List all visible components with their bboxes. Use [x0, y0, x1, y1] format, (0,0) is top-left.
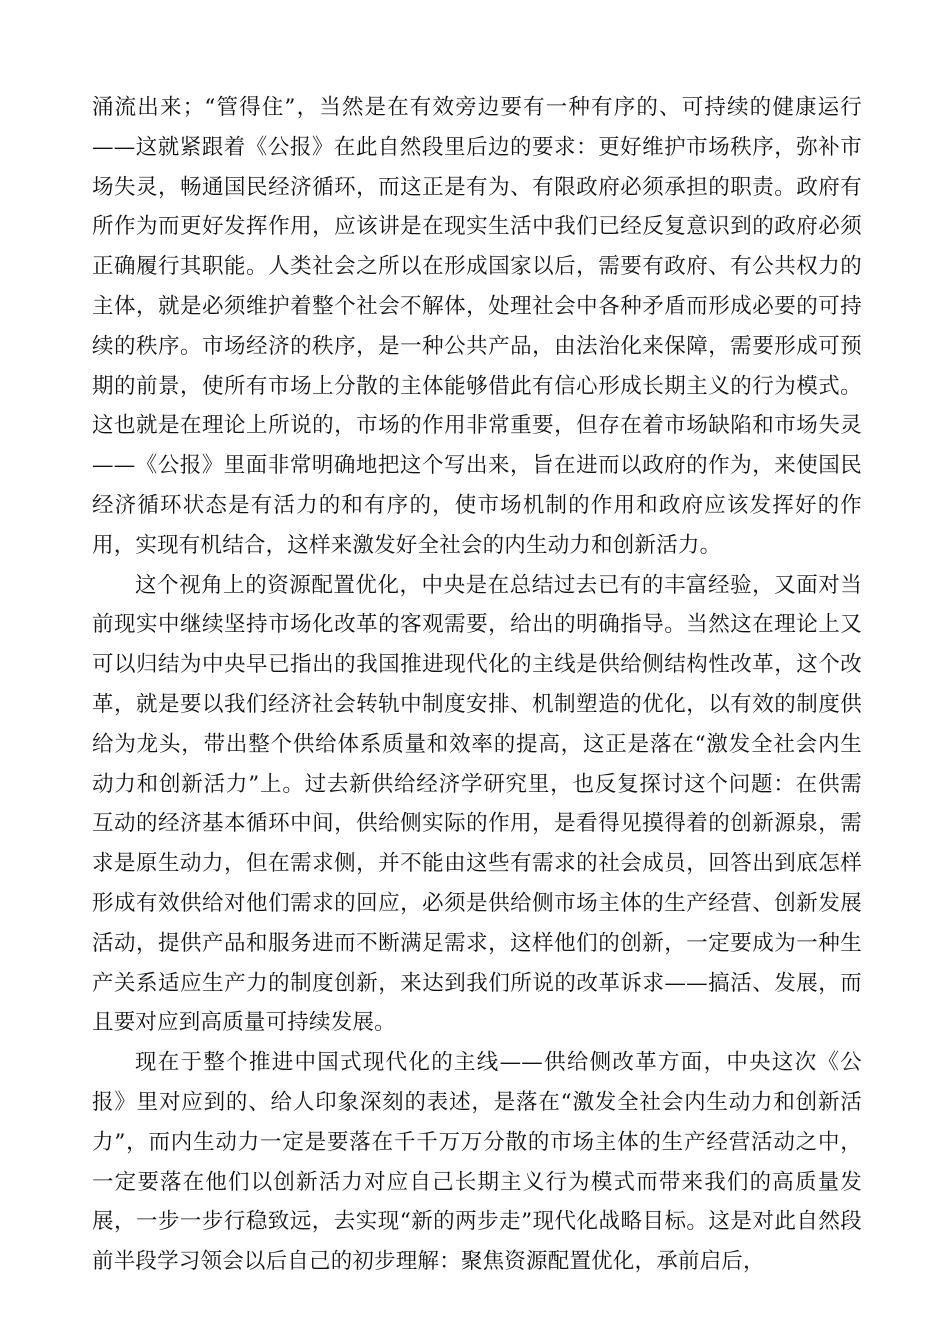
paragraph-1: 涌流出来；“管得住”，当然是在有效旁边要有一种有序的、可持续的健康运行——这就紧跟着《公报》在此自然段里后边的要求：更好维护市场秩序，弥补市场失灵，畅通国民经济循环，而这正是有为、有限政府必须承担的职责。政府有所作为而更好发挥作用，应该讲是在现实生活中我们已经反复意识到的政府必须正确履行其职能。人类社会之所以在形成国家以后，需要有政府、有公共权力的主体，就是必须维护着整个社会不解体，处理社会中各种矛盾而形成必要的可持续的秩序。市场经济的秩序，是一种公共产品，由法治化来保障，需要形成可预期的前景，使所有市场上分散的主体能够借此有信心形成长期主义的行为模式。这也就是在理论上所说的，市场的作用非常重要，但存在着市场缺陷和市场失灵——《公报》里面非常明确地把这个写出来，旨在进而以政府的作为，来使国民经济循环状态是有活力的和有序的，使市场机制的作用和政府应该发挥好的作用，实现有机结合，这样来激发好全社会的内生动力和创新活力。: [92, 95, 862, 558]
paragraph-3: 现在于整个推进中国式现代化的主线——供给侧改革方面，中央这次《公报》里对应到的、给人印象深刻的表述，是落在“激发全社会内生动力和创新活力”，而内生动力一定是要落在千千万万分散的市场主体的生产经营活动之中，一定要落在他们以创新活力对应自己长期主义行为模式而带来我们的高质量发展，一步一步行稳致远，去实现“新的两步走”现代化战略目标。这是对此自然段前半段学习领会以后自己的初步理解：聚焦资源配置优化，承前启后，: [92, 1050, 862, 1275]
document-page: [92, 88, 862, 1282]
paragraph-2: 这个视角上的资源配置优化，中央是在总结过去已有的丰富经验，又面对当前现实中继续坚持市场化改革的客观需要，给出的明确指导。当然这在理论上又可以归结为中央早已指出的我国推进现代化的主线是供给侧结构性改革，这个改革，就是要以我们经济社会转轨中制度安排、机制塑造的优化，以有效的制度供给为龙头，带出整个供给体系质量和效率的提高，这正是落在“激发全社会内生动力和创新活力”上。过去新供给经济学研究里，也反复探讨这个问题：在供需互动的经济基本循环中间，供给侧实际的作用，是看得见摸得着的创新源泉，需求是原生动力，但在需求侧，并不能由这些有需求的社会成员，回答出到底怎样形成有效供给对他们需求的回应，必须是供给侧市场主体的生产经营、创新发展活动，提供产品和服务进而不断满足需求，这样他们的创新，一定要成为一种生产关系适应生产力的制度创新，来达到我们所说的改革诉求——搞活、发展，而且要对应到高质量可持续发展。: [92, 572, 862, 1036]
